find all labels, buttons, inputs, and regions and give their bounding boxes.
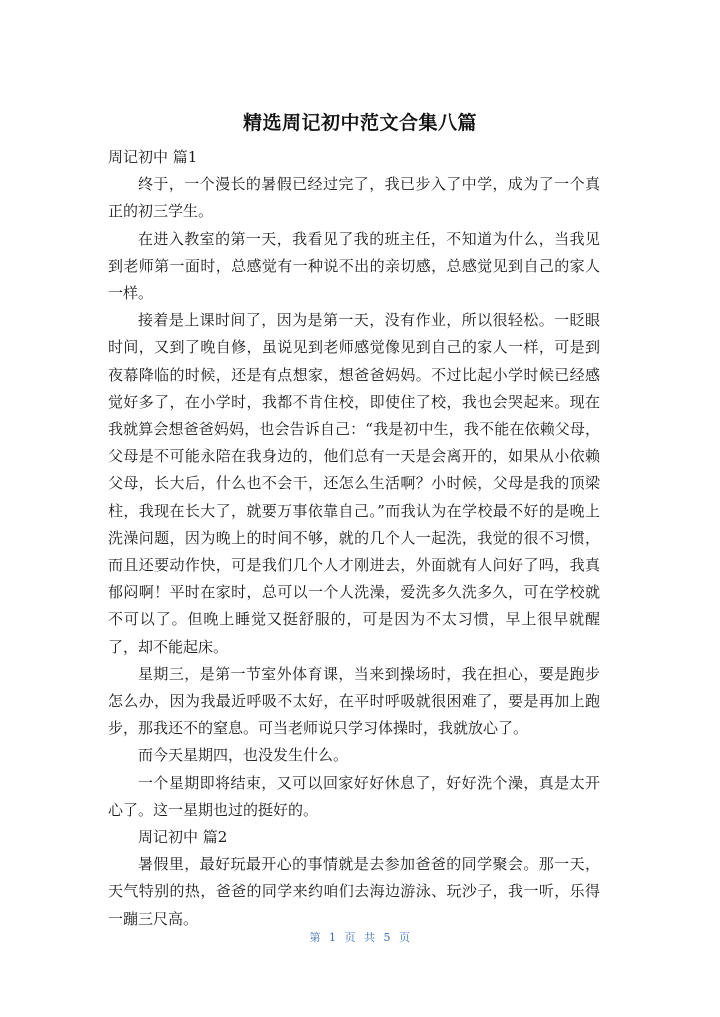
paragraph: 一个星期即将结束，又可以回家好好休息了，好好洗个澡，真是太开心了。这一星期也过的挺好的。 — [108, 773, 600, 819]
page-current: 1 — [329, 931, 337, 944]
section-heading: 周记初中 篇1 — [108, 148, 198, 166]
paragraph: 终于，一个漫长的暑假已经过完了，我已步入了中学，成为了一个真正的初三学生。 — [108, 175, 600, 221]
section-heading: 周记初中 篇2 — [138, 828, 228, 847]
page-label-before: 第 — [309, 931, 321, 944]
page-footer — [0, 929, 720, 945]
paragraph: 接着是上课时间了，因为是第一天，没有作业，所以很轻松。一眨眼时间，又到了晚自修，虽说见到老师感觉像见到自己的家人一样，可是到夜幕降临的时候，还是有点想家，想爸爸妈妈。不过比起小学时候已经感觉好多了，在小学时，我都不肯住校，即使住了校，我也会哭起来。现在我就算会想爸爸妈妈，也会告诉自己：“我是初中生，我不能在依赖父母，父母是不可能永陪在我身边的，他们总有一天是会离开的，如果从小依赖父母，长大后，什么也不会干，还怎么生活啊？小时候，父母是我的顶梁柱，我现在长大了，就要万事依靠自己。”而我认为在学校最不好的是晚上洗澡问题，因为晚上的时间不够，就的几个人一起洗，我觉的很不习惯，而且还要动作快，可是我们几个人才刚进去，外面就有人问好了吗，我真郁闷啊！平时在家时，总可以一个人洗澡，爱洗多久洗多久，可在学校就不可以了。但晚上睡觉又挺舒服的，可是因为不太习惯，早上很早就醒了，却不能起床。 — [108, 311, 600, 656]
page-label-mid: 页 — [344, 931, 356, 944]
page-total: 5 — [383, 931, 391, 944]
page-label-after: 页 — [399, 931, 411, 944]
page-total-label: 共 — [364, 931, 376, 944]
paragraph: 在进入教室的第一天，我看见了我的班主任，不知道为什么，当我见到老师第一面时，总感觉有一种说不出的亲切感，总感觉见到自己的家人一样。 — [108, 229, 600, 303]
document-body — [108, 144, 600, 933]
document-title: 精选周记初中范文合集八篇 — [242, 112, 477, 134]
paragraph: 而今天星期四，也没发生什么。 — [138, 746, 349, 765]
paragraph: 星期三，是第一节室外体育课，当来到操场时，我在担心，要是跑步怎么办，因为我最近呼吸不太好，在平时呼吸就很困难了，要是再加上跑步，那我还不的窒息。可当老师说只学习体操时，我就放心了。 — [108, 664, 600, 738]
paragraph: 暑假里，最好玩最开心的事情就是去参加爸爸的同学聚会。那一天，天气特别的热，爸爸的同学来约咱们去海边游泳、玩沙子，我一听，乐得一蹦三尺高。 — [108, 855, 600, 928]
